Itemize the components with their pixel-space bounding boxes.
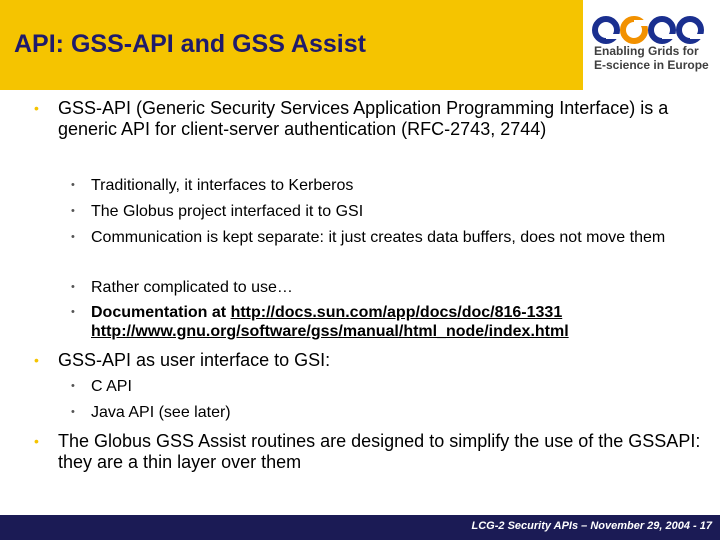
logo-tagline-line1: Enabling Grids for [594, 44, 699, 58]
sub-bullet-marker: • [71, 231, 75, 243]
sub-bullet-marker: • [71, 205, 75, 217]
slide-footer [0, 515, 720, 540]
bullet-1-sub-1: Traditionally, it interfaces to Kerberos [91, 177, 354, 194]
sub-bullet-marker: • [71, 281, 75, 293]
bullet-marker: • [34, 433, 39, 449]
bullet-1-doc [91, 303, 701, 341]
footer-text: LCG-2 Security APIs – November 29, 2004 - 17 [471, 520, 712, 532]
logo-tagline-line2: E-science in Europe [594, 58, 709, 72]
sub-bullet-marker: • [71, 380, 75, 392]
sub-bullet-marker: • [71, 179, 75, 191]
logo-tagline [594, 44, 718, 72]
bullet-2-text: GSS-API as user interface to GSI: [58, 350, 331, 370]
bullet-1-text: GSS-API (Generic Security Services Application Programming Interface) is a generic API for client-server authentication (RFC-2743, 2744) [58, 98, 669, 139]
bullet-marker: • [34, 352, 39, 368]
slide-header [0, 0, 720, 90]
sub-bullet-marker: • [71, 406, 75, 418]
bullet-1-sub-2: The Globus project interfaced it to GSI [91, 203, 364, 220]
doc-label: Documentation at [91, 304, 227, 321]
bullet-1-sub-3: Communication is kept separate: it just creates data buffers, does not move them [91, 229, 666, 246]
bullet-3-text: The Globus GSS Assist routines are designed to simplify the use of the GSSAPI: they are a thin layer over them [58, 431, 701, 472]
bullet-2-sub-1: C API [91, 378, 132, 395]
sub-bullet-marker: • [71, 306, 75, 318]
bullet-marker: • [34, 100, 39, 116]
doc-link-sun[interactable]: http://docs.sun.com/app/docs/doc/816-1331 [230, 304, 563, 321]
bullet-2-sub-2: Java API (see later) [91, 404, 231, 421]
doc-link-gnu[interactable]: http://www.gnu.org/software/gss/manual/html_node/index.html [91, 323, 569, 340]
slide-title: API: GSS-API and GSS Assist [14, 30, 366, 58]
bullet-1-sub-4: Rather complicated to use… [91, 279, 293, 296]
